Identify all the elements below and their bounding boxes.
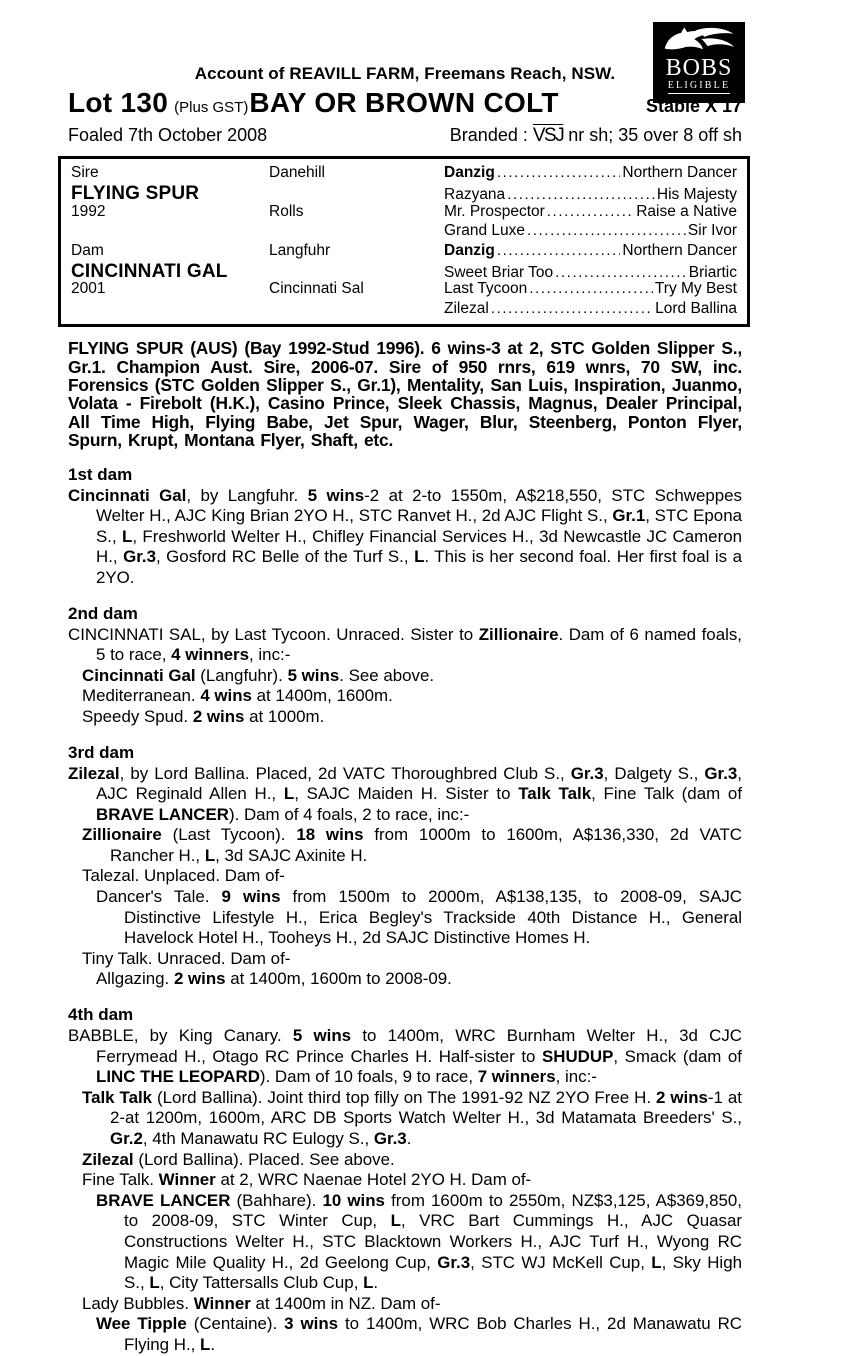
section-heading: 1st dam	[68, 464, 133, 484]
foaled-date: Foaled 7th October 2008	[68, 125, 268, 145]
section-heading: 3rd dam	[68, 742, 135, 762]
sire-label: Sire	[71, 164, 99, 181]
pedigree-paragraph: Speedy Spud. 2 wins at 1000m.	[82, 706, 325, 726]
ancestor-row: Sweet Briar Too ..... Briartic	[444, 264, 737, 282]
pedigree-paragraph: Dancer's Tale. 9 wins from 1500m to 2000m, A$138,135, to 2008-09, SAJC Distinctive Lifestyle H., Erica Begley's Trackside 40th Distance H., General Havelock Hotel H., Tooheys H., 2d SAJC Distinctive Homes H.	[96, 887, 742, 948]
pedigree-paragraph: Talezal. Unplaced. Dam of-	[82, 866, 285, 886]
lot-line	[68, 87, 742, 119]
sire-name: FLYING SPUR	[71, 183, 200, 205]
logo-subtext: ELIGIBLE	[668, 80, 731, 94]
ancestor-row: Grand Luxe ..... Sir Ivor	[444, 222, 737, 240]
pedigree-paragraph: BABBLE, by King Canary. 5 wins to 1400m, WRC Burnham Welter H., 3d CJC Ferrymead H., Otago RC Prince Charles H. Half-sister to SHUDUP, Smack (dam of LINC THE LEOPARD). Dam of 10 foals, 9 to race, 7 winners, inc:-	[68, 1026, 742, 1087]
ancestor-row: Danzig ..... Northern Dancer	[444, 164, 737, 182]
brand-mark: $\overline{VSJ}$	[532, 125, 564, 146]
pedigree-paragraph: Zilezal, by Lord Ballina. Placed, 2d VATC Thoroughbred Club S., Gr.3, Dalgety S., Gr.3, AJC Reginald Allen H., L, SAJC Maiden H. Sister to Talk Talk, Fine Talk (dam of BRAVE LANCER). Dam of 4 foals, 2 to race, inc:-	[68, 763, 743, 824]
pedigree-paragraph: BRAVE LANCER (Bahhare). 10 wins from 1600m to 2550m, NZ$3,125, A$369,850, to 2008-09, STC Winter Cup, L, VRC Bart Cummings H., AJC Quasar Constructions Welter H., STC Blacktown Workers H., AJC Turf H., Wyong RC Magic Mile Quality H., 2d Geelong Cup, Gr.3, STC WJ McKell Cup, L, Sky High S., L, City Tattersalls Club Cup, L.	[96, 1190, 743, 1293]
foal-brand-line	[68, 125, 742, 147]
sire-summary: FLYING SPUR (AUS) (Bay 1992-Stud 1996). 6 wins-3 at 2, STC Golden Slipper S., Gr.1. Champion Aust. Sire, 2006-07. Sire of 950 rnrs, 619 wnrs, 70 SW, inc. Forensics (STC Golden Slipper S., Gr.1), Mentality, San Luis, Inspiration, Juanmo, Volata - Firebolt (H.K.), Casino Prince, Sleek Chassis, Magnus, Dealer Principal, All Time High, Flying Babe, Jet Spur, Wager, Blur, Steenberg, Ponton Flyer, Spurn, Krupt, Montana Flyer, Shaft, etc.	[68, 338, 742, 451]
stable-number: Stable X 17	[645, 96, 742, 116]
pedigree-paragraph: Zilezal (Lord Ballina). Placed. See above.	[82, 1149, 395, 1169]
pedigree-paragraph: Wee Tipple (Centaine). 3 wins to 1400m, WRC Bob Charles H., 2d Manawatu RC Flying H., L.	[96, 1314, 742, 1354]
sire-parent-2: Rolls	[269, 202, 304, 220]
pedigree-paragraph: Mediterranean. 4 wins at 1400m, 1600m.	[82, 686, 393, 706]
pedigree-paragraph: Fine Talk. Winner at 2, WRC Naenae Hotel 2YO H. Dam of-	[82, 1170, 532, 1190]
account-line: Account of REAVILL FARM, Freemans Reach, NSW.	[194, 64, 616, 83]
pedigree-paragraph: Zillionaire (Last Tycoon). 18 wins from 1000m to 1600m, A$136,330, 2d VATC Rancher H., L, 3d SAJC Axinite H.	[82, 825, 742, 865]
dam-parent-1: Langfuhr	[269, 241, 331, 259]
section-heading: 4th dam	[68, 1005, 134, 1025]
dam-year: 2001	[71, 280, 106, 298]
section-heading: 2nd dam	[68, 603, 138, 623]
brand-info: Branded : $\overline{VSJ}$ nr sh; 35 over 8 off sh	[449, 125, 742, 146]
dam-label: Dam	[71, 241, 104, 259]
logo-text: BOBS	[665, 55, 733, 81]
lot-title: BAY OR BROWN COLT	[249, 87, 559, 118]
pedigree-paragraph: Allgazing. 2 wins at 1400m, 1600m to 2008-09.	[96, 969, 452, 989]
section-3rd-dam	[68, 743, 742, 991]
dam-name: CINCINNATI GAL	[71, 260, 228, 282]
ancestor-row: Mr. Prospector ..... Raise a Native	[444, 203, 737, 221]
sire-parent-1: Danehill	[269, 164, 326, 181]
pedigree-paragraph: Tiny Talk. Unraced. Dam of-	[82, 948, 291, 968]
pedigree-paragraph: Cincinnati Gal, by Langfuhr. 5 wins-2 at 2-to 1550m, A$218,550, STC Schweppes Welter H., AJC King Brian 2YO H., STC Ranvet H., 2d AJC Flight S., Gr.1, STC Epona S., L, Freshworld Welter H., Chifley Financial Services H., 3d Newcastle JC Cameron H., Gr.3, Gosford RC Belle of the Turf S., L. This is her second foal. Her first foal is a 2YO.	[68, 485, 742, 587]
gst-note: (Plus GST)	[174, 99, 249, 116]
lot-number: Lot 130	[68, 87, 169, 118]
ancestor-row: Zilezal ..... Lord Ballina	[444, 300, 737, 318]
ancestor-row: Razyana ..... His Majesty	[444, 186, 737, 204]
section-4th-dam	[68, 1005, 742, 1356]
ancestor-row: Danzig ..... Northern Dancer	[444, 242, 737, 260]
sire-year: 1992	[71, 202, 106, 220]
pedigree-paragraph: Cincinnati Gal (Langfuhr). 5 wins. See above.	[82, 665, 435, 685]
pedigree-paragraph: CINCINNATI SAL, by Last Tycoon. Unraced. Sister to Zillionaire. Dam of 6 named foals, 5 to race, 4 winners, inc:-	[68, 624, 742, 665]
pedigree-paragraph: Talk Talk (Lord Ballina). Joint third top filly on The 1991-92 NZ 2YO Free H. 2 wins-1 at 2-at 1200m, 1600m, ARC DB Sports Watch Welter H., 3d Matamata Breeders' S., Gr.2, 4th Manawatu RC Eulogy S., Gr.3.	[82, 1087, 742, 1148]
section-2nd-dam	[68, 604, 742, 728]
dam-parent-2: Cincinnati Sal	[269, 280, 364, 298]
section-1st-dam	[68, 465, 742, 589]
ancestor-row: Last Tycoon ..... Try My Best	[444, 280, 737, 298]
pedigree-paragraph: Lady Bubbles. Winner at 1400m in NZ. Dam of-	[82, 1293, 441, 1313]
pedigree-table	[58, 156, 750, 327]
